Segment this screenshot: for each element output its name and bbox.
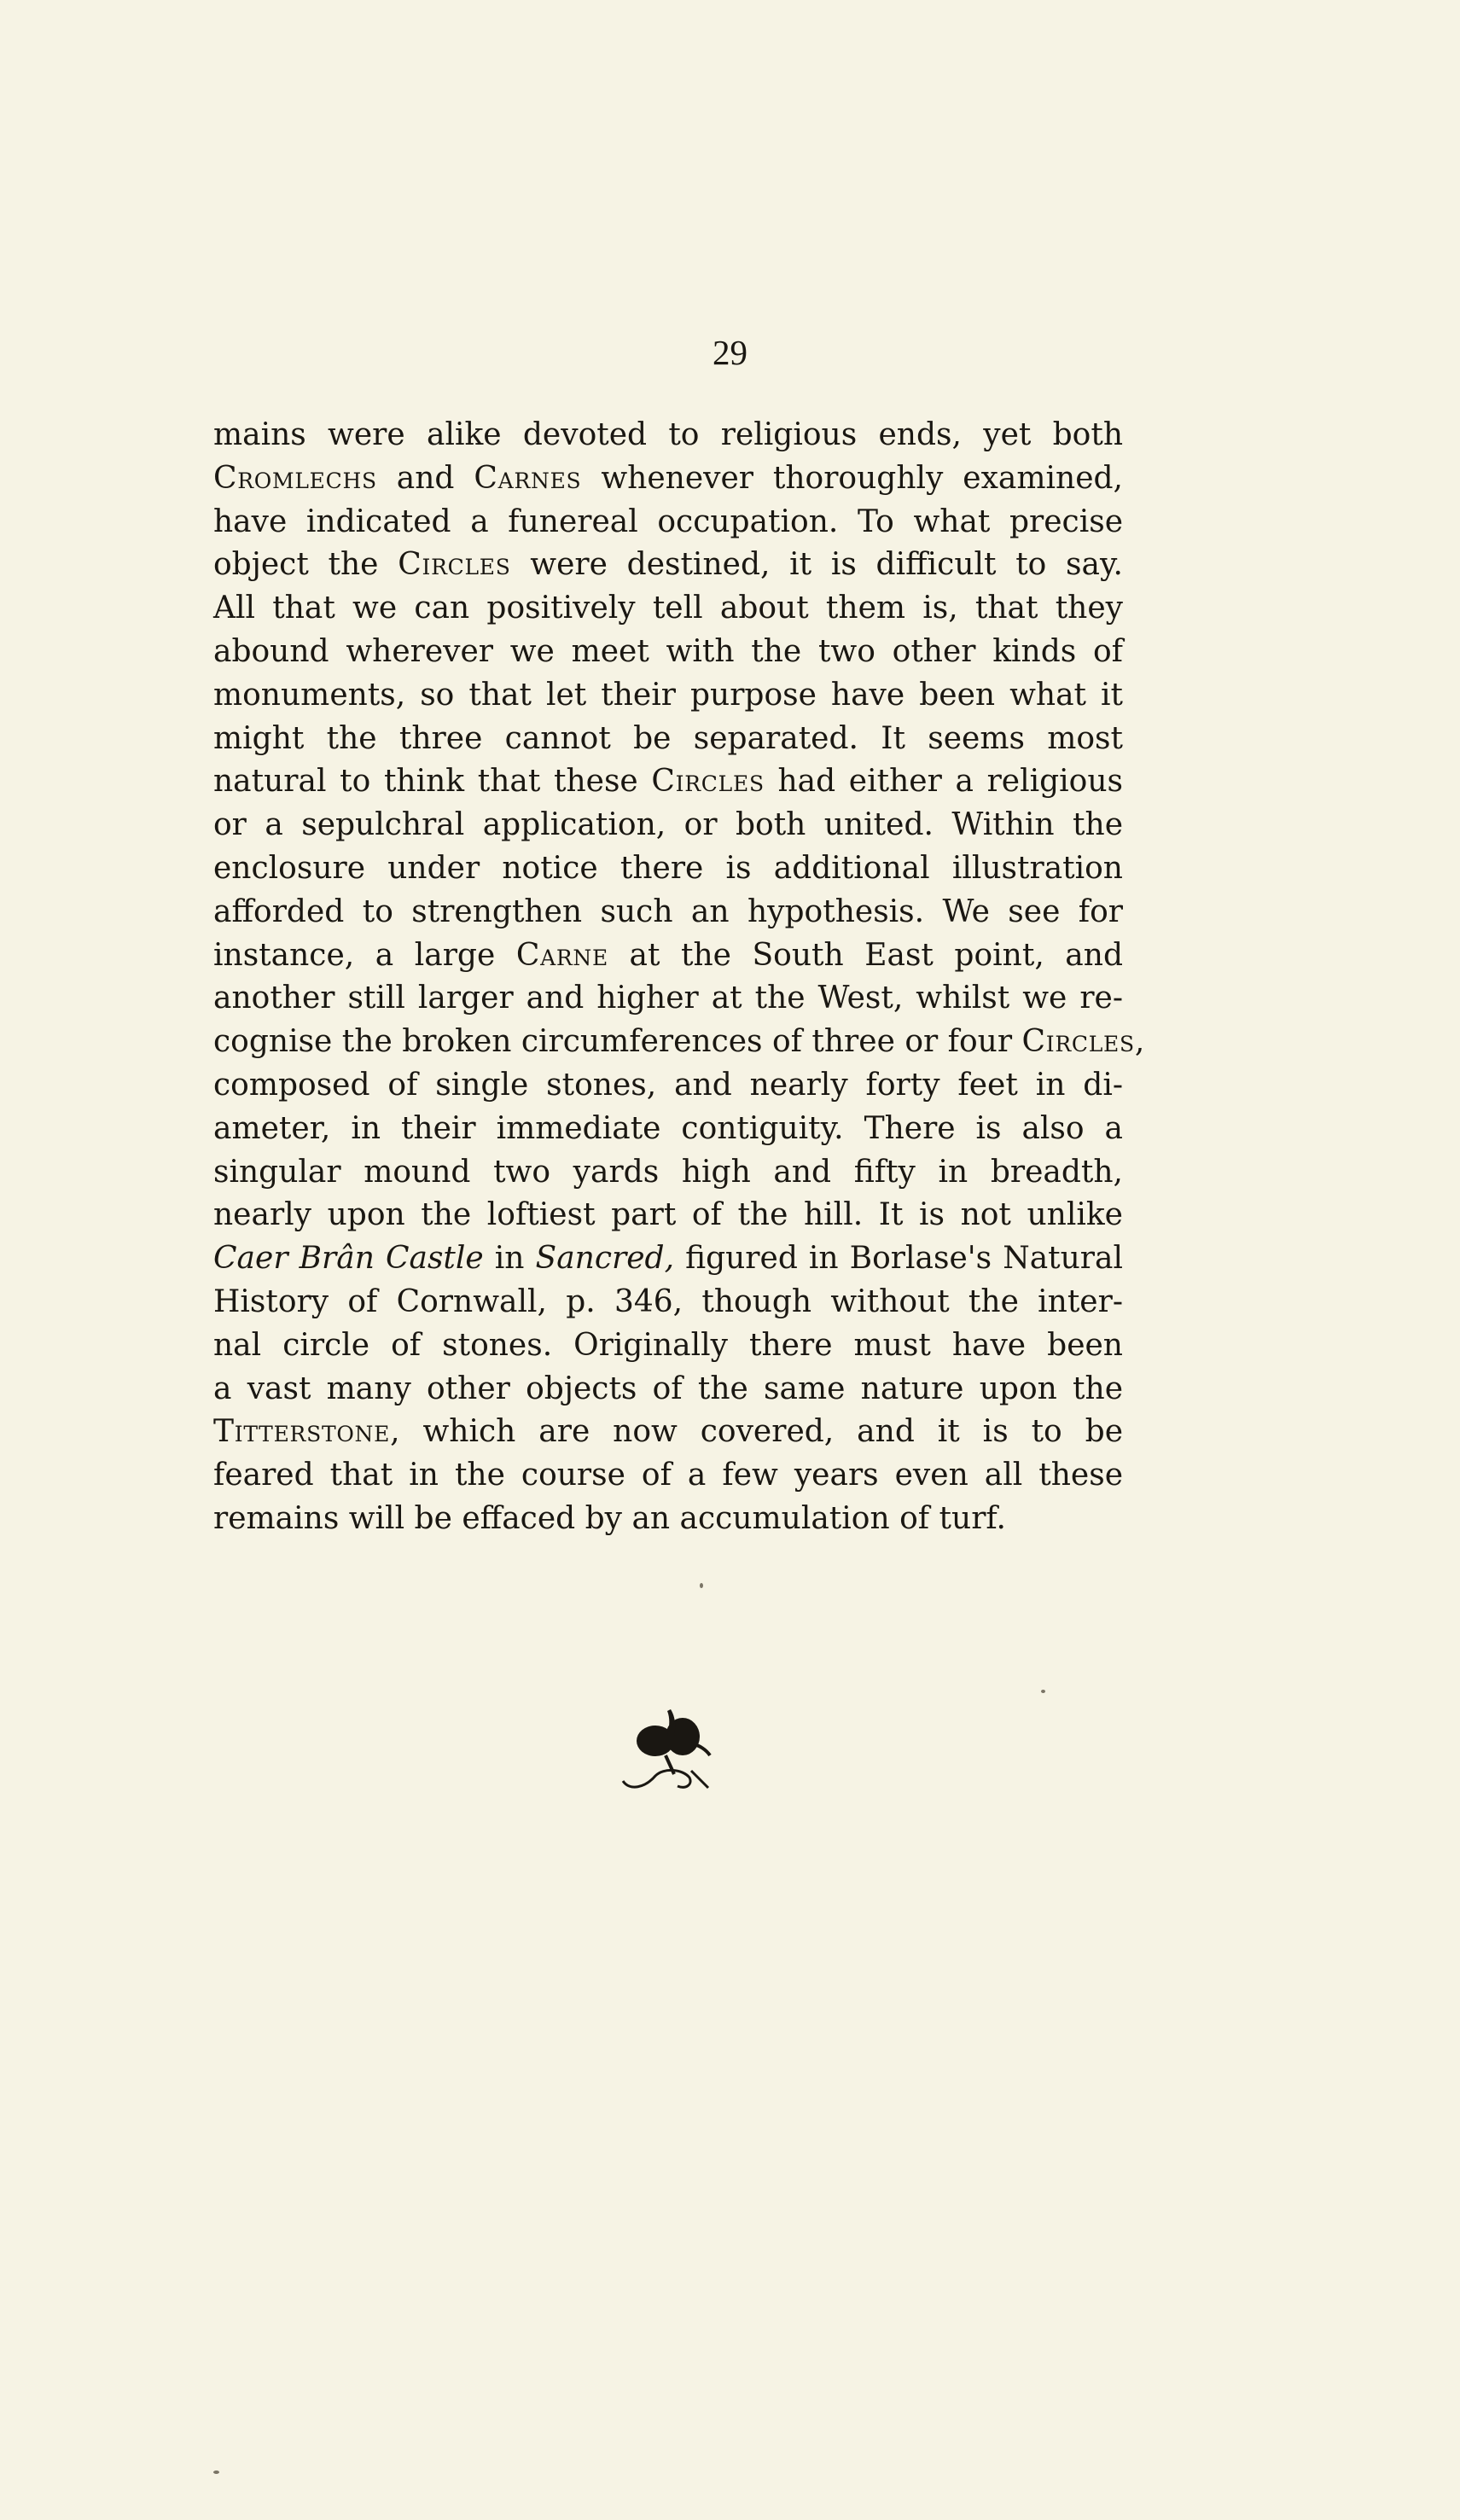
text-line: nearly upon the loftiest part of the hill. It is not unlike [213,1197,1123,1233]
text-line: a vast many other objects of the same nature upon the [213,1371,1123,1406]
text-line: afforded to strengthen such an hypothesis. We see for [213,893,1123,929]
text-line: singular mound two yards high and fifty in breadth, [213,1154,1123,1190]
text-line: Titterstone, which are now covered, and it is to be [213,1414,1123,1450]
text-line: abound wherever we meet with the two other kinds of [213,633,1123,669]
small-caps-term: Circles [651,764,765,800]
text-line: monuments, so that let their purpose have been what it [213,677,1123,713]
text-line: enclosure under notice there is additional illustration [213,850,1123,886]
text-line: composed of single stones, and nearly forty feet in di- [213,1067,1123,1103]
small-caps-term: Circles [398,547,511,583]
text-line: ameter, in their immediate contiguity. There is also a [213,1110,1123,1146]
page-number: 29 [713,333,747,372]
text-line: or a sepulchral application, or both united. Within the [213,807,1123,843]
body-paragraph [213,414,1145,1541]
fleuron-ornament-icon [614,1702,734,1796]
paper-speck [213,2471,219,2474]
text-line: History of Cornwall, p. 346, though without the inter- [213,1283,1123,1319]
text-line: nal circle of stones. Originally there must have been [213,1327,1123,1363]
text-line: Caer Brân Castle in Sancred, figured in Borlase's Natural [213,1241,1123,1277]
text-line: Cromlechs and Carnes whenever thoroughly examined, [213,460,1123,496]
small-caps-term: Carnes [474,460,582,496]
small-caps-term: Circles [1021,1024,1135,1060]
paper-speck [1041,1690,1045,1693]
text-line: another still larger and higher at the West, whilst we re- [213,981,1123,1016]
text-line: natural to think that these Circles had either a religious [213,764,1123,800]
text-line: instance, a large Carne at the South East point, and [213,937,1123,973]
text-line: feared that in the course of a few years even all these [213,1458,1123,1493]
small-caps-term: Titterstone [213,1414,391,1450]
text-line: object the Circles were destined, it is difficult to say. [213,547,1123,583]
italic-place-name: Sancred, [535,1241,675,1277]
paper-speck [700,1583,703,1588]
italic-place-name: Caer Brân Castle [213,1241,484,1277]
text-line: might the three cannot be separated. It seems most [213,720,1123,756]
text-line: cognise the broken circumferences of three or four Circles, [213,1024,1145,1060]
text-line: All that we can positively tell about them is, that they [213,591,1123,626]
text-line: have indicated a funereal occupation. To what precise [213,503,1123,539]
text-line: mains were alike devoted to religious ends, yet both [213,417,1123,452]
small-caps-term: Carne [515,937,608,973]
small-caps-term: Cromlechs [213,460,377,496]
text-line: remains will be effaced by an accumulation of turf. [213,1500,1006,1536]
